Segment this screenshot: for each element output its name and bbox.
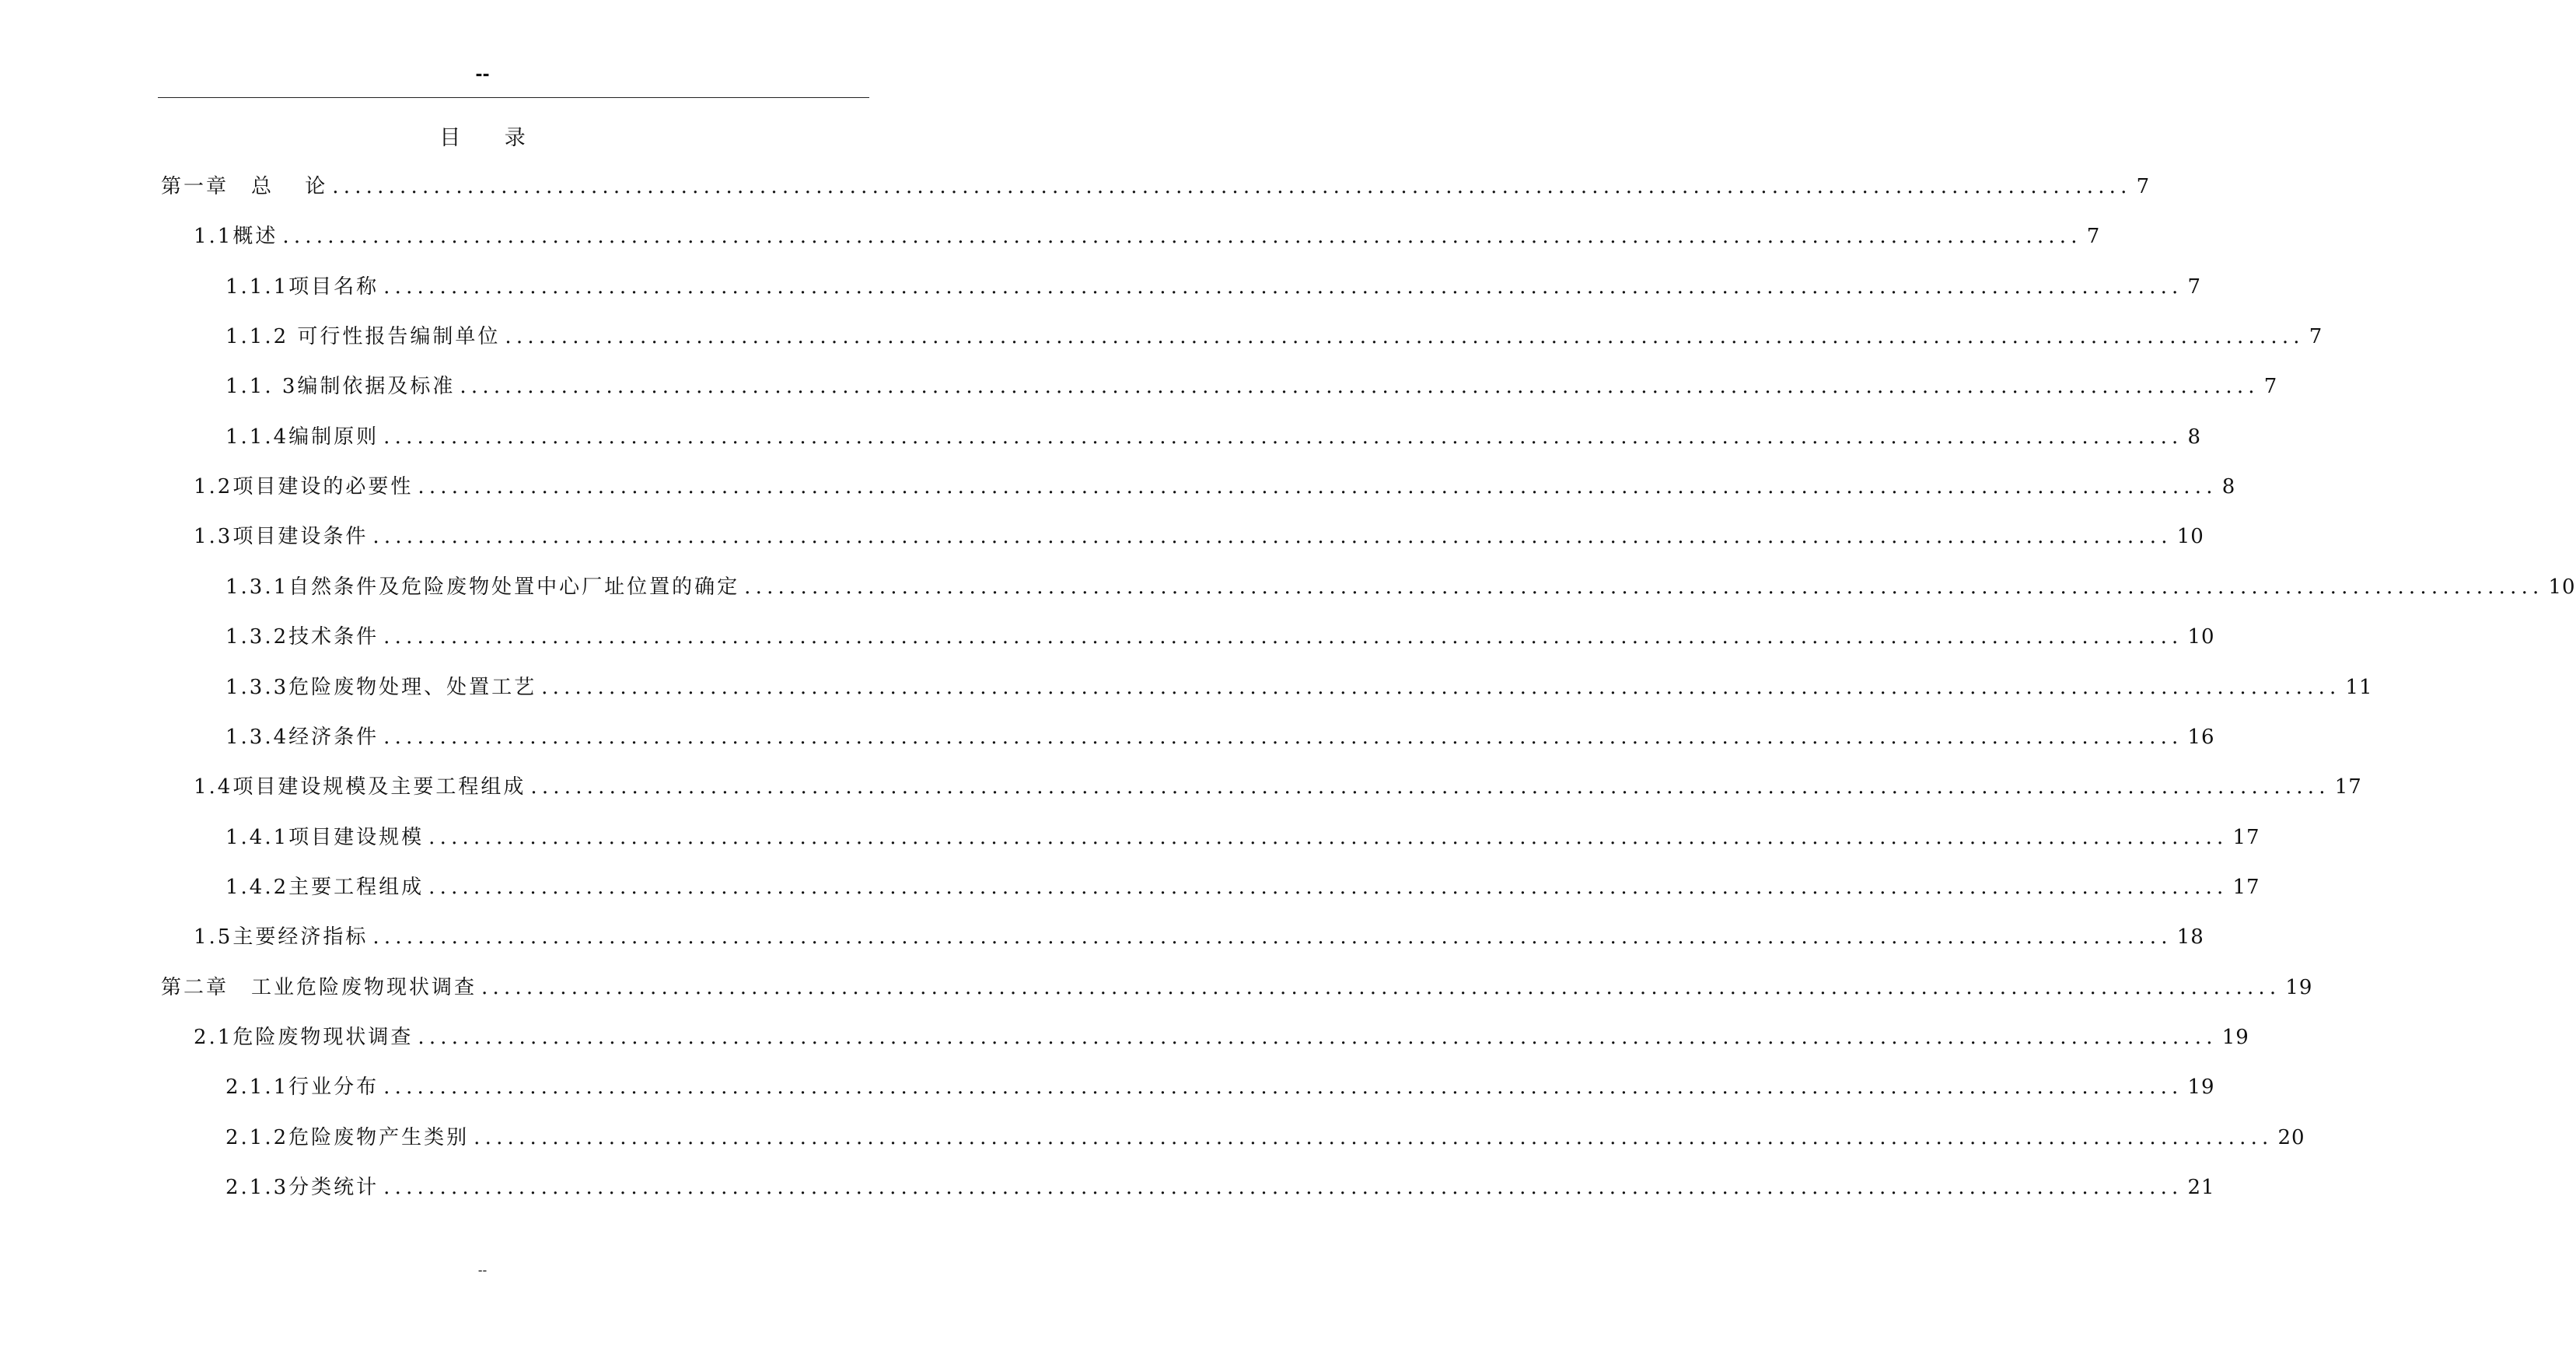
toc-dot-leader: ................................................................................................................................................................ [383,1176,2183,1199]
toc-entry-title: 1.1.1项目名称 [225,275,379,299]
toc-entry-title: 1.4.1项目建设规模 [225,826,425,849]
toc-page-number: 8 [2221,475,2236,498]
toc-page-number: 19 [2187,1075,2215,1099]
toc-entry-title: 1.1.2 可行性报告编制单位 [225,325,501,348]
toc-dot-leader: ................................................................................................................................................................ [428,826,2228,849]
toc-entry-title: 2.1.2危险废物产生类别 [225,1126,470,1149]
toc-title: 目 录 [439,126,544,150]
toc-dot-leader: ................................................................................................................................................................ [282,225,2082,248]
toc-page-number: 11 [2345,676,2373,699]
toc-page-number: 7 [2187,275,2202,299]
toc-dot-leader: ................................................................................................................................................................ [474,1126,2274,1149]
toc-dot-leader: ................................................................................................................................................................ [383,625,2183,649]
toc-dot-leader: ................................................................................................................................................................ [383,726,2183,749]
toc-page-number: 20 [2277,1126,2305,1149]
toc-entry[interactable] [194,221,2101,252]
toc-page-number: 7 [2136,175,2151,198]
toc-entry-title: 1.1. 3编制依据及标准 [225,375,456,398]
toc-page-number: 21 [2187,1176,2215,1199]
toc-entry-title: 2.1.3分类统计 [225,1176,379,1199]
toc-page-number: 16 [2187,726,2215,749]
toc-dot-leader: ................................................................................................................................................................ [428,876,2228,899]
toc-entry[interactable] [225,1122,2305,1153]
toc-entry[interactable] [225,1172,2215,1203]
toc-entry[interactable] [225,371,2278,402]
toc-dot-leader: ................................................................................................................................................................ [372,925,2172,949]
toc-dot-leader: ................................................................................................................................................................ [744,575,2544,599]
toc-dot-leader: ................................................................................................................................................................ [530,775,2330,799]
toc-dot-leader: ................................................................................................................................................................ [383,275,2183,299]
toc-entry[interactable] [225,672,2373,703]
toc-entry[interactable] [225,621,2215,652]
page-header-mark: -- [475,65,490,85]
toc-entry-title: 2.1.1行业分布 [225,1075,379,1099]
toc-entry-title: 1.3.2技术条件 [225,625,379,649]
toc-entry-title: 第一章 总 论 [161,175,328,198]
toc-entry-title: 1.1.4编制原则 [225,425,379,449]
toc-entry-title: 1.3.3危险废物处理、处置工艺 [225,676,537,699]
toc-entry[interactable] [194,922,2204,953]
toc-dot-leader: ................................................................................................................................................................ [481,976,2281,999]
toc-entry-title: 第二章 工业危险废物现状调查 [161,976,477,999]
toc-entry-title: 1.4.2主要工程组成 [225,876,425,899]
toc-page-number: 7 [2086,225,2101,248]
toc-page-number: 17 [2232,876,2260,899]
toc-entry-title: 1.1概述 [194,225,278,248]
toc-entry[interactable] [194,521,2204,552]
toc-page-number: 18 [2176,925,2204,949]
toc-dot-leader: ................................................................................................................................................................ [541,676,2341,699]
toc-entry[interactable] [225,271,2202,303]
toc-dot-leader: ................................................................................................................................................................ [505,325,2305,348]
toc-page-number: 8 [2187,425,2202,449]
toc-entry[interactable] [225,421,2202,453]
toc-page-number: 17 [2232,826,2260,849]
toc-entry[interactable] [161,171,2151,202]
toc-entry-title: 2.1危险废物现状调查 [194,1026,414,1049]
toc-entry[interactable] [225,572,2576,603]
toc-entry-title: 1.3.4经济条件 [225,726,379,749]
toc-dot-leader: ................................................................................................................................................................ [460,375,2260,398]
toc-page-number: 19 [2221,1026,2249,1049]
toc-page-number: 10 [2548,575,2576,599]
toc-entry-title: 1.3.1自然条件及危险废物处置中心厂址位置的确定 [225,575,740,599]
toc-entry[interactable] [225,1072,2215,1103]
toc-dot-leader: ................................................................................................................................................................ [418,1026,2218,1049]
toc-entry-title: 1.5主要经济指标 [194,925,369,949]
toc-dot-leader: ................................................................................................................................................................ [383,425,2183,449]
toc-entry-title: 1.2项目建设的必要性 [194,475,414,498]
toc-entry[interactable] [194,471,2236,502]
toc-dot-leader: ................................................................................................................................................................ [372,525,2172,548]
toc-entry[interactable] [194,771,2362,803]
toc-entry-title: 1.3项目建设条件 [194,525,369,548]
toc-entry[interactable] [225,321,2323,352]
toc-entry[interactable] [225,722,2215,753]
toc-page-number: 17 [2334,775,2362,799]
toc-page-number: 7 [2263,375,2278,398]
toc-entry-title: 1.4项目建设规模及主要工程组成 [194,775,526,799]
toc-dot-leader: ................................................................................................................................................................ [418,475,2218,498]
header-divider [158,97,869,98]
toc-entry[interactable] [194,1022,2249,1053]
toc-entry[interactable] [225,822,2260,853]
toc-entry[interactable] [225,872,2260,903]
toc-page-number: 10 [2176,525,2204,548]
toc-page-number: 7 [2309,325,2323,348]
toc-dot-leader: ................................................................................................................................................................ [383,1075,2183,1099]
page-footer-mark: -- [477,1263,488,1278]
toc-entry[interactable] [161,972,2313,1003]
toc-page-number: 10 [2187,625,2215,649]
toc-dot-leader: ................................................................................................................................................................ [332,175,2132,198]
toc-page-number: 19 [2285,976,2313,999]
